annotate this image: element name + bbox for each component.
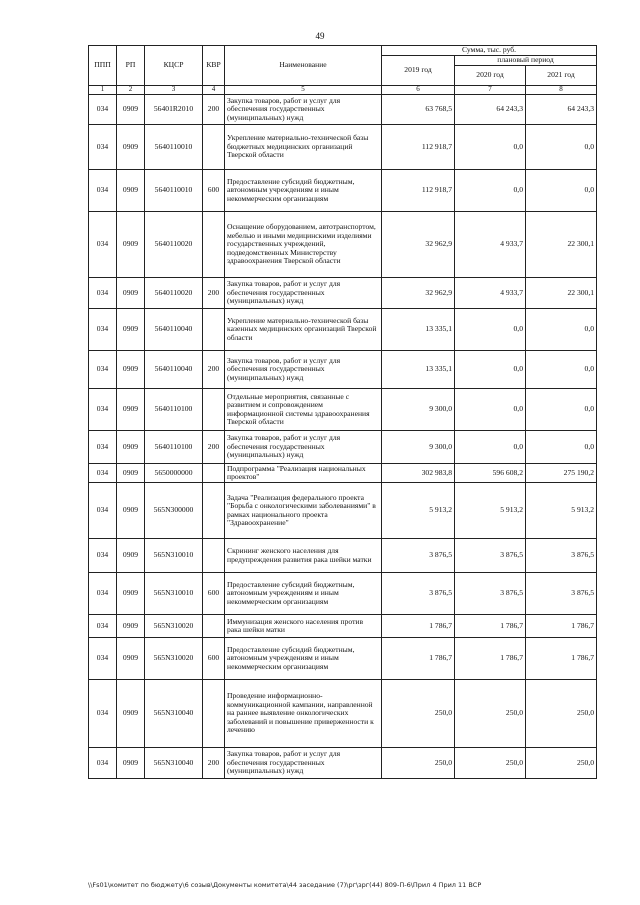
cell-sum-2020: 0,0: [455, 351, 526, 389]
table-row: [89, 680, 597, 748]
cell-sum-2019: 32 962,9: [382, 278, 455, 309]
cell-sum-2019: 13 335,1: [382, 351, 455, 389]
cell-rp: 0909: [117, 483, 145, 539]
cell-sum-2020: 0,0: [455, 309, 526, 351]
cell-rp: 0909: [117, 464, 145, 483]
table-row: [89, 431, 597, 464]
cell-kvr: [203, 309, 225, 351]
cell-name: Отдельные мероприятия, связанные с развитием и сопровождением информационной системы здравоохранения Тверской области: [225, 389, 382, 431]
cell-rp: 0909: [117, 539, 145, 573]
cell-kcsr: 5640110010: [145, 170, 203, 212]
cell-sum-2019: 3 876,5: [382, 539, 455, 573]
cell-rp: 0909: [117, 573, 145, 615]
cell-kcsr: 5640110020: [145, 278, 203, 309]
cell-ppp: 034: [89, 539, 117, 573]
cell-kcsr: 5640110040: [145, 351, 203, 389]
col-header-2021: 2021 год: [526, 66, 597, 86]
cell-sum-2021: 0,0: [526, 170, 597, 212]
cell-kvr: 600: [203, 170, 225, 212]
col-header-kvr: КВР: [203, 46, 225, 86]
col-header-plan-period: плановый период: [455, 56, 597, 66]
cell-ppp: 034: [89, 573, 117, 615]
col-header-2019: 2019 год: [382, 56, 455, 86]
cell-sum-2020: 250,0: [455, 680, 526, 748]
cell-sum-2020: 3 876,5: [455, 539, 526, 573]
cell-sum-2020: 250,0: [455, 748, 526, 779]
table-row: [89, 615, 597, 638]
cell-rp: 0909: [117, 431, 145, 464]
cell-sum-2020: 596 608,2: [455, 464, 526, 483]
col-header-name: Наименование: [225, 46, 382, 86]
cell-rp: 0909: [117, 638, 145, 680]
cell-sum-2019: 1 786,7: [382, 615, 455, 638]
col-header-ppp: ППП: [89, 46, 117, 86]
cell-sum-2020: 5 913,2: [455, 483, 526, 539]
cell-rp: 0909: [117, 212, 145, 278]
column-index-cell: 3: [145, 86, 203, 95]
cell-name: Закупка товаров, работ и услуг для обеспечения государственных (муниципальных) нужд: [225, 431, 382, 464]
cell-kcsr: 565N310010: [145, 539, 203, 573]
column-index-cell: 4: [203, 86, 225, 95]
cell-sum-2021: 250,0: [526, 748, 597, 779]
cell-kcsr: 565N310020: [145, 638, 203, 680]
budget-table: [88, 45, 597, 779]
column-index-cell: 1: [89, 86, 117, 95]
cell-sum-2020: 64 243,3: [455, 95, 526, 125]
cell-sum-2020: 3 876,5: [455, 573, 526, 615]
cell-sum-2021: 275 190,2: [526, 464, 597, 483]
cell-sum-2021: 3 876,5: [526, 539, 597, 573]
cell-rp: 0909: [117, 680, 145, 748]
cell-kcsr: 565N310040: [145, 680, 203, 748]
cell-kcsr: 5640110040: [145, 309, 203, 351]
cell-sum-2019: 3 876,5: [382, 573, 455, 615]
cell-sum-2020: 0,0: [455, 170, 526, 212]
cell-sum-2021: 22 300,1: [526, 278, 597, 309]
cell-rp: 0909: [117, 125, 145, 170]
cell-name: Иммунизация женского населения против рака шейки матки: [225, 615, 382, 638]
table-row: [89, 748, 597, 779]
cell-kcsr: 56401R2010: [145, 95, 203, 125]
table-row: [89, 638, 597, 680]
cell-name: Укрепление материально-технической базы бюджетных медицинских организаций Тверской области: [225, 125, 382, 170]
cell-rp: 0909: [117, 748, 145, 779]
cell-rp: 0909: [117, 389, 145, 431]
table-row: [89, 539, 597, 573]
cell-sum-2021: 3 876,5: [526, 573, 597, 615]
cell-ppp: 034: [89, 464, 117, 483]
table-row: [89, 483, 597, 539]
cell-kcsr: 5640110010: [145, 125, 203, 170]
col-header-2020: 2020 год: [455, 66, 526, 86]
cell-rp: 0909: [117, 615, 145, 638]
cell-sum-2019: 5 913,2: [382, 483, 455, 539]
cell-kvr: [203, 483, 225, 539]
table-row: [89, 389, 597, 431]
footer-file-path: \\Fs01\комитет по бюджету\6 созыв\Документы комитета\44 заседание (7)\рг\зрг(44) 809-П-6\Прил 4 Прил 11 ВСР: [88, 881, 482, 889]
cell-kvr: 600: [203, 573, 225, 615]
cell-sum-2020: 0,0: [455, 389, 526, 431]
cell-kvr: [203, 125, 225, 170]
table-row: [89, 125, 597, 170]
table-row: [89, 351, 597, 389]
cell-kvr: [203, 680, 225, 748]
cell-sum-2020: 4 933,7: [455, 278, 526, 309]
cell-sum-2021: 0,0: [526, 125, 597, 170]
column-index-cell: 7: [455, 86, 526, 95]
cell-kvr: 200: [203, 95, 225, 125]
cell-kvr: 200: [203, 278, 225, 309]
col-header-rp: РП: [117, 46, 145, 86]
cell-sum-2019: 13 335,1: [382, 309, 455, 351]
cell-name: Укрепление материально-технической базы казенных медицинских организаций Тверской области: [225, 309, 382, 351]
table-row: [89, 212, 597, 278]
cell-sum-2019: 250,0: [382, 680, 455, 748]
cell-sum-2021: 22 300,1: [526, 212, 597, 278]
cell-name: Предоставление субсидий бюджетным, автономным учреждениям и иным некоммерческим организациям: [225, 638, 382, 680]
column-index-cell: 5: [225, 86, 382, 95]
cell-rp: 0909: [117, 351, 145, 389]
cell-ppp: 034: [89, 278, 117, 309]
cell-ppp: 034: [89, 483, 117, 539]
cell-name: Подпрограмма "Реализация национальных проектов": [225, 464, 382, 483]
cell-kvr: 200: [203, 431, 225, 464]
table-row: [89, 464, 597, 483]
cell-sum-2019: 112 918,7: [382, 125, 455, 170]
table-row: [89, 95, 597, 125]
cell-ppp: 034: [89, 212, 117, 278]
cell-name: Оснащение оборудованием, автотранспортом, мебелью и иными медицинскими изделиями государственных учреждений, подведомственных Министерству здравоохранения Тверской области: [225, 212, 382, 278]
cell-ppp: 034: [89, 680, 117, 748]
cell-sum-2021: 5 913,2: [526, 483, 597, 539]
cell-sum-2021: 0,0: [526, 431, 597, 464]
cell-name: Закупка товаров, работ и услуг для обеспечения государственных (муниципальных) нужд: [225, 351, 382, 389]
cell-ppp: 034: [89, 351, 117, 389]
cell-sum-2021: 0,0: [526, 351, 597, 389]
cell-name: Закупка товаров, работ и услуг для обеспечения государственных (муниципальных) нужд: [225, 95, 382, 125]
col-header-sum: Сумма, тыс. руб.: [382, 46, 597, 56]
cell-name: Задача "Реализация федерального проекта "Борьба с онкологическими заболеваниями" в рамках национального проекта "Здравоохранение": [225, 483, 382, 539]
table-body: [89, 95, 597, 779]
cell-sum-2021: 0,0: [526, 309, 597, 351]
cell-kcsr: 5640110100: [145, 389, 203, 431]
cell-ppp: 034: [89, 309, 117, 351]
cell-name: Проведение информационно-коммуникационной кампании, направленной на раннее выявление онкологических заболеваний и повышение приверженности к лечению: [225, 680, 382, 748]
cell-ppp: 034: [89, 615, 117, 638]
cell-kcsr: 565N300000: [145, 483, 203, 539]
cell-sum-2021: 250,0: [526, 680, 597, 748]
cell-kcsr: 5640110020: [145, 212, 203, 278]
cell-ppp: 034: [89, 431, 117, 464]
cell-ppp: 034: [89, 389, 117, 431]
cell-kcsr: 5650000000: [145, 464, 203, 483]
cell-kvr: [203, 615, 225, 638]
cell-sum-2020: 0,0: [455, 431, 526, 464]
cell-rp: 0909: [117, 95, 145, 125]
cell-sum-2019: 9 300,0: [382, 389, 455, 431]
cell-ppp: 034: [89, 125, 117, 170]
cell-rp: 0909: [117, 309, 145, 351]
cell-kcsr: 565N310010: [145, 573, 203, 615]
column-index-cell: 2: [117, 86, 145, 95]
cell-sum-2021: 64 243,3: [526, 95, 597, 125]
table-row: [89, 278, 597, 309]
table-row: [89, 309, 597, 351]
cell-kvr: 200: [203, 748, 225, 779]
cell-rp: 0909: [117, 278, 145, 309]
cell-sum-2019: 32 962,9: [382, 212, 455, 278]
cell-sum-2021: 1 786,7: [526, 615, 597, 638]
cell-sum-2019: 302 983,8: [382, 464, 455, 483]
cell-name: Предоставление субсидий бюджетным, автономным учреждениям и иным некоммерческим организациям: [225, 573, 382, 615]
cell-sum-2020: 4 933,7: [455, 212, 526, 278]
cell-sum-2019: 112 918,7: [382, 170, 455, 212]
cell-name: Предоставление субсидий бюджетным, автономным учреждениям и иным некоммерческим организациям: [225, 170, 382, 212]
column-index-cell: 8: [526, 86, 597, 95]
cell-kvr: [203, 539, 225, 573]
cell-name: Скрининг женского населения для предупреждения развития рака шейки матки: [225, 539, 382, 573]
column-index-cell: 6: [382, 86, 455, 95]
cell-ppp: 034: [89, 95, 117, 125]
cell-sum-2020: 0,0: [455, 125, 526, 170]
cell-kcsr: 565N310040: [145, 748, 203, 779]
cell-kvr: 200: [203, 351, 225, 389]
cell-kcsr: 5640110100: [145, 431, 203, 464]
cell-kvr: [203, 212, 225, 278]
cell-ppp: 034: [89, 638, 117, 680]
cell-sum-2019: 250,0: [382, 748, 455, 779]
table-row: [89, 573, 597, 615]
cell-ppp: 034: [89, 170, 117, 212]
cell-kvr: [203, 389, 225, 431]
cell-sum-2021: 1 786,7: [526, 638, 597, 680]
cell-ppp: 034: [89, 748, 117, 779]
cell-sum-2019: 63 768,5: [382, 95, 455, 125]
cell-kcsr: 565N310020: [145, 615, 203, 638]
cell-sum-2019: 1 786,7: [382, 638, 455, 680]
cell-kvr: 600: [203, 638, 225, 680]
page-number: 49: [315, 31, 325, 41]
table-row: [89, 170, 597, 212]
cell-rp: 0909: [117, 170, 145, 212]
cell-kvr: [203, 464, 225, 483]
col-header-kcsr: КЦСР: [145, 46, 203, 86]
cell-sum-2019: 9 300,0: [382, 431, 455, 464]
cell-name: Закупка товаров, работ и услуг для обеспечения государственных (муниципальных) нужд: [225, 748, 382, 779]
cell-sum-2021: 0,0: [526, 389, 597, 431]
cell-name: Закупка товаров, работ и услуг для обеспечения государственных (муниципальных) нужд: [225, 278, 382, 309]
cell-sum-2020: 1 786,7: [455, 638, 526, 680]
column-index-row: [89, 86, 597, 95]
cell-sum-2020: 1 786,7: [455, 615, 526, 638]
